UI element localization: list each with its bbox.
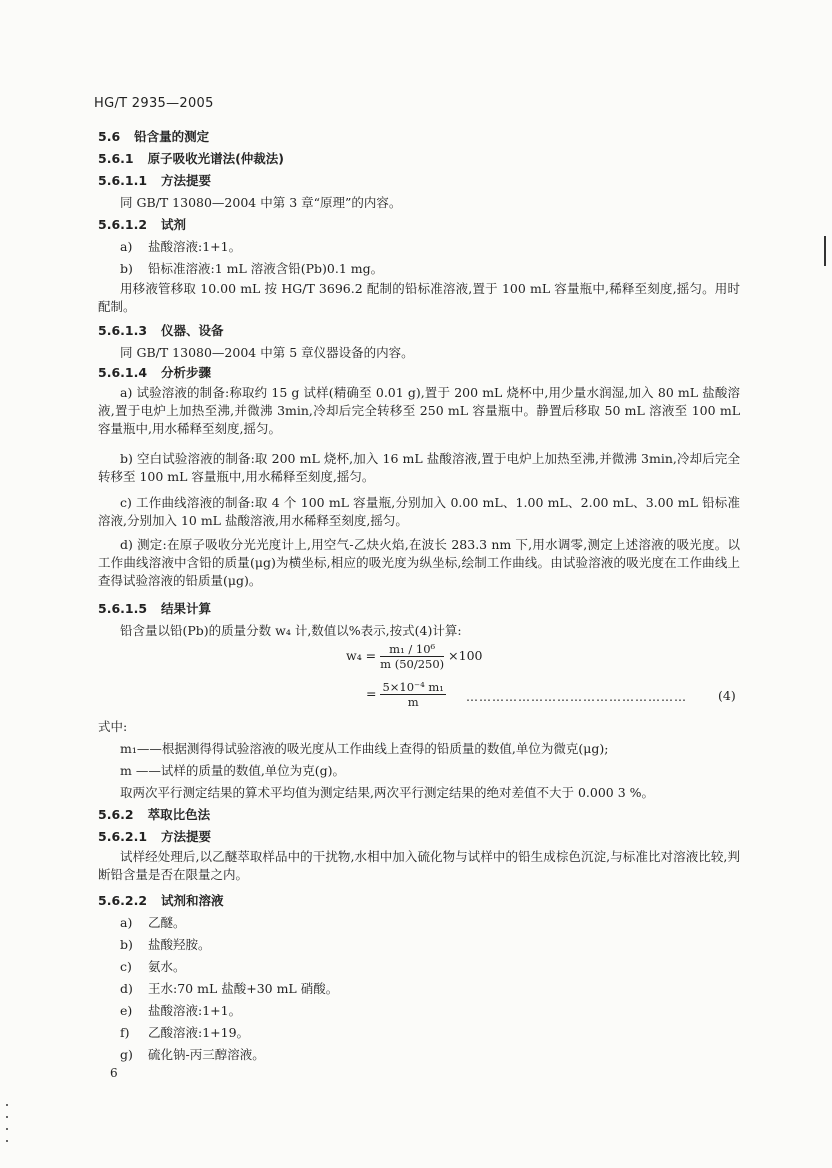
extraction-principle: 试样经处理后,以乙醚萃取样品中的干扰物,水相中加入硫化物与试样中的铅生成棕色沉淀,与标准比对溶液比较,判断铅含量是否在限量之内。 <box>98 849 740 882</box>
calculation-intro: 铅含量以铅(Pb)的质量分数 w₄ 计,数值以%表示,按式(4)计算: <box>120 623 462 638</box>
section-5-6-1-2: 5.6.1.2 试剂 <box>98 217 187 232</box>
section-5-6-2-1: 5.6.2.1 方法提要 <box>98 829 212 844</box>
formula-line-1: w₄ = $\frac{\text{m₁ / 10⁶}}{m (50/250)}$ ×100 <box>346 642 483 671</box>
binding-dot <box>6 1116 8 1118</box>
list-item: g) 硫化钠-丙三醇溶液。 <box>120 1047 265 1062</box>
binding-dot <box>6 1128 8 1130</box>
section-5-6: 5.6 铅含量的测定 <box>98 129 210 144</box>
definition-m1: m₁——根据测得得试验溶液的吸光度从工作曲线上查得的铅质量的数值,单位为微克(μg); <box>120 741 609 756</box>
section-5-6-1-4: 5.6.1.4 分析步骤 <box>98 365 212 380</box>
section-5-6-1-1: 5.6.1.1 方法提要 <box>98 173 212 188</box>
list-item: b) 盐酸羟胺。 <box>120 937 211 952</box>
formula-leader-dots: …………………………………………… <box>466 690 687 704</box>
formula-line-2: = $\frac{\text{5×10⁻⁴ m₁}}{m}$ <box>366 680 444 709</box>
margin-mark <box>824 236 826 266</box>
binding-dot <box>6 1140 8 1142</box>
procedure-d: d) 测定:在原子吸收分光光度计上,用空气-乙炔火焰,在波长 283.3 nm 下,用水调零,测定上述溶液的吸光度。以工作曲线溶液中含铅的质量(μg)为横坐标,相应的吸光度为纵坐标,绘制工作曲线。由试验溶液的吸光度在工作曲线上查得试验溶液的铅质量(μg)。 <box>98 537 740 588</box>
list-item: a) 乙醚。 <box>120 915 186 930</box>
list-item: c) 氨水。 <box>120 959 186 974</box>
list-item: e) 盐酸溶液:1+1。 <box>120 1003 242 1018</box>
section-5-6-2: 5.6.2 萃取比色法 <box>98 807 211 822</box>
section-5-6-2-2: 5.6.2.2 试剂和溶液 <box>98 893 224 908</box>
procedure-a: a) 试验溶液的制备:称取约 15 g 试样(精确至 0.01 g),置于 200 mL 烧杯中,用少量水润湿,加入 80 mL 盐酸溶液,置于电炉上加热至沸,并微沸 3min,冷却后完全转移至 250 mL 容量瓶中。静置后移取 50 mL 溶液至 100 mL 容量瓶中,用水稀释至刻度,摇匀。 <box>98 385 740 436</box>
equation-number: (4) <box>718 688 736 703</box>
procedure-c: c) 工作曲线溶液的制备:取 4 个 100 mL 容量瓶,分别加入 0.00 mL、1.00 mL、2.00 mL、3.00 mL 铅标准溶液,分别加入 10 mL 盐酸溶液,用水稀释至刻度,摇匀。 <box>98 495 740 528</box>
page-number: 6 <box>110 1066 118 1080</box>
formula-fraction-2: $\frac{\text{5×10⁻⁴ m₁}}{m}$ <box>382 680 444 709</box>
binding-dot <box>6 1104 8 1106</box>
standard-number: HG/T 2935—2005 <box>94 96 214 111</box>
reagent-b: b) 铅标准溶液:1 mL 溶液含铅(Pb)0.1 mg。 <box>120 261 384 276</box>
principle-text: 同 GB/T 13080—2004 中第 3 章“原理”的内容。 <box>120 195 402 210</box>
reagent-b-prep: 用移液管移取 10.00 mL 按 HG/T 3696.2 配制的铅标准溶液,置于 100 mL 容量瓶中,稀释至刻度,摇匀。用时配制。 <box>98 281 740 314</box>
apparatus-text: 同 GB/T 13080—2004 中第 5 章仪器设备的内容。 <box>120 345 414 360</box>
formula-fraction-1: $\frac{\text{m₁ / 10⁶}}{m (50/250)}$ <box>380 642 445 671</box>
where-label: 式中: <box>98 719 128 734</box>
section-5-6-1-5: 5.6.1.5 结果计算 <box>98 601 212 616</box>
procedure-b: b) 空白试验溶液的制备:取 200 mL 烧杯,加入 16 mL 盐酸溶液,置于电炉上加热至沸,并微沸 3min,冷却后完全转移至 100 mL 容量瓶中,用水稀释至刻度,摇匀。 <box>98 451 740 484</box>
list-item: d) 王水:70 mL 盐酸+30 mL 硝酸。 <box>120 981 339 996</box>
section-5-6-1-3: 5.6.1.3 仪器、设备 <box>98 323 224 338</box>
reagent-a: a) 盐酸溶液:1+1。 <box>120 239 242 254</box>
definition-m: m ——试样的质量的数值,单位为克(g)。 <box>120 763 346 778</box>
result-statement: 取两次平行测定结果的算术平均值为测定结果,两次平行测定结果的绝对差值不大于 0.000 3 %。 <box>120 785 655 800</box>
list-item: f) 乙酸溶液:1+19。 <box>120 1025 250 1040</box>
section-5-6-1: 5.6.1 原子吸收光谱法(仲裁法) <box>98 151 285 166</box>
